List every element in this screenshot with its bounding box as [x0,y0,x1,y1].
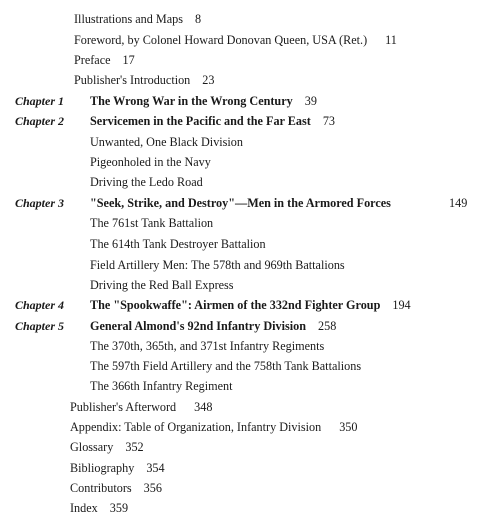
toc-section[interactable]: Driving the Red Ball Express [90,278,234,292]
toc-entry-publishers-afterword[interactable] [70,397,212,417]
chapter-title-text: General Almond's 92nd Infantry Division [90,319,307,333]
toc-section[interactable]: Driving the Ledo Road [90,175,203,189]
chapter-label: Chapter 5 [15,319,65,333]
toc-chapter-5[interactable] [15,316,495,336]
chapter-page: 258 [318,319,337,333]
entry-title: Illustrations and Maps [74,12,183,26]
chapter-page: 149 [449,196,468,210]
chapter-title-text: The "Spookwaffe": Airmen of the 332nd Fighter Group [90,298,381,312]
entry-title: Foreword, by Colonel Howard Donovan Queen, USA (Ret.) [74,33,368,47]
entry-title: Index [70,501,98,515]
chapter-page: 73 [322,114,335,128]
entry-page: 23 [202,73,215,87]
toc-section[interactable]: Pigeonholed in the Navy [90,155,211,169]
entry-title: Glossary [70,440,114,454]
entry-title: Contributors [70,481,132,495]
chapter-title-text: The Wrong War in the Wrong Century [90,94,293,108]
toc-section[interactable]: Unwanted, One Black Division [90,135,243,149]
chapter-title-text: Servicemen in the Pacific and the Far East [90,114,311,128]
toc-section[interactable]: The 366th Infantry Regiment [90,379,233,393]
entry-page: 356 [143,481,162,495]
entry-page: 350 [339,420,358,434]
toc-entry-publishers-introduction[interactable] [74,70,214,90]
toc-section[interactable]: The 614th Tank Destroyer Battalion [90,237,266,251]
entry-title: Publisher's Introduction [74,73,191,87]
toc-entry-glossary[interactable] [70,437,144,457]
chapter-title [90,91,317,111]
chapter-title [90,111,335,131]
entry-page: 8 [195,12,202,26]
entry-title: Appendix: Table of Organization, Infantry Division [70,420,322,434]
toc-section[interactable]: Field Artillery Men: The 578th and 969th Battalions [90,258,345,272]
toc-entry-appendix[interactable] [70,417,357,437]
toc-entry-contributors[interactable] [70,478,162,498]
chapter-label: Chapter 4 [15,298,65,312]
chapter-label: Chapter 1 [15,94,65,108]
toc-entry-bibliography[interactable] [70,458,165,478]
entry-page: 359 [109,501,129,515]
toc-entry-illustrations[interactable] [74,9,201,29]
toc-entry-foreword[interactable] [74,30,397,50]
toc-chapter-2[interactable] [15,111,495,131]
entry-title: Preface [74,53,111,67]
entry-page: 11 [385,33,397,47]
chapter-page: 39 [304,94,317,108]
chapter-page: 194 [392,298,411,312]
toc-entry-preface[interactable] [74,50,135,70]
toc-section[interactable]: The 597th Field Artillery and the 758th Tank Battalions [90,359,362,373]
toc-entry-index[interactable] [70,498,128,518]
toc-chapter-1[interactable] [15,91,495,111]
chapter-title [90,316,336,336]
chapter-title [90,295,411,315]
toc-chapter-4[interactable] [15,295,495,315]
entry-page: 354 [146,461,165,475]
toc-section[interactable]: The 370th, 365th, and 371st Infantry Regiments [90,339,325,353]
entry-page: 348 [194,400,213,414]
entry-title: Bibliography [70,461,135,475]
toc-section[interactable]: The 761st Tank Battalion [90,216,214,230]
chapter-title-text: "Seek, Strike, and Destroy"—Men in the Armored Forces [90,196,391,210]
chapter-label: Chapter 3 [15,196,65,210]
entry-page: 352 [125,440,144,454]
toc-chapter-3[interactable] [15,193,495,213]
entry-title: Publisher's Afterword [70,400,177,414]
chapter-label: Chapter 2 [15,114,65,128]
entry-page: 17 [122,53,135,67]
